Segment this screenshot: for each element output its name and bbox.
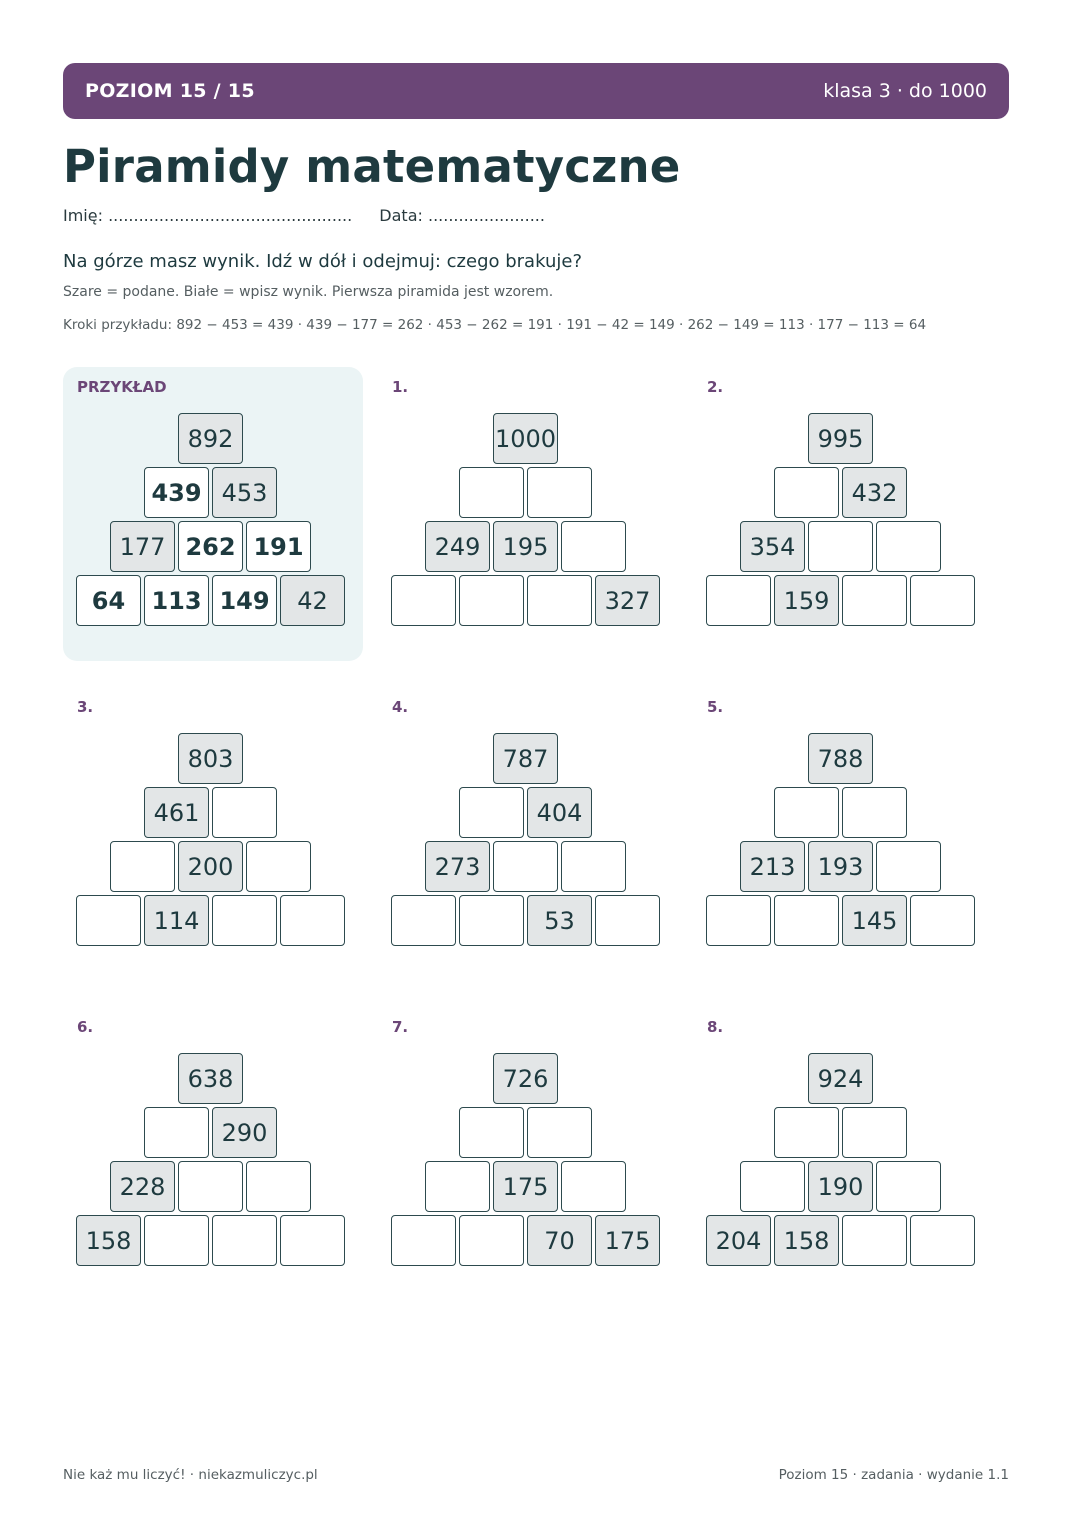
blank-cell[interactable] [212,1215,277,1266]
given-cell: 145 [842,895,907,946]
blank-cell[interactable] [212,787,277,838]
given-cell: 53 [527,895,592,946]
pyramid-label: 2. [707,378,724,396]
answer-cell: 149 [212,575,277,626]
blank-cell[interactable] [391,895,456,946]
blank-cell[interactable] [459,1107,524,1158]
given-cell: 787 [493,733,558,784]
blank-cell[interactable] [280,895,345,946]
given-cell: 803 [178,733,243,784]
pyramid-2 [693,367,993,661]
given-cell: 788 [808,733,873,784]
blank-cell[interactable] [459,467,524,518]
answer-cell: 439 [144,467,209,518]
pyramid-4 [378,687,678,981]
blank-cell[interactable] [425,1161,490,1212]
answer-cell: 191 [246,521,311,572]
given-cell: 204 [706,1215,771,1266]
blank-cell[interactable] [842,787,907,838]
main-instruction: Na górze masz wynik. Idź w dół i odejmuj: czego brakuje? [63,251,582,272]
given-cell: 159 [774,575,839,626]
pyramid-8 [693,1007,993,1301]
given-cell: 354 [740,521,805,572]
name-date-line [63,206,545,225]
blank-cell[interactable] [459,575,524,626]
pyramid-3 [63,687,363,981]
answer-cell: 262 [178,521,243,572]
pyramid-label: 7. [392,1018,409,1036]
blank-cell[interactable] [706,895,771,946]
blank-cell[interactable] [876,1161,941,1212]
blank-cell[interactable] [774,787,839,838]
blank-cell[interactable] [740,1161,805,1212]
answer-cell: 64 [76,575,141,626]
pyramid-1 [378,367,678,661]
given-cell: 175 [493,1161,558,1212]
pyramid-label: 6. [77,1018,94,1036]
blank-cell[interactable] [459,1215,524,1266]
blank-cell[interactable] [561,1161,626,1212]
example-pyramid [63,367,363,661]
given-cell: 995 [808,413,873,464]
pyramid-label: 1. [392,378,409,396]
blank-cell[interactable] [459,895,524,946]
level-banner [63,63,1009,119]
level-label: POZIOM 15 / 15 [85,80,255,102]
pyramid-label: PRZYKŁAD [77,378,167,396]
blank-cell[interactable] [910,575,975,626]
given-cell: 404 [527,787,592,838]
given-cell: 175 [595,1215,660,1266]
page-title: Piramidy matematyczne [63,140,681,193]
blank-cell[interactable] [144,1215,209,1266]
given-cell: 638 [178,1053,243,1104]
blank-cell[interactable] [910,895,975,946]
blank-cell[interactable] [561,841,626,892]
given-cell: 1000 [493,413,558,464]
pyramid-5 [693,687,993,981]
given-cell: 461 [144,787,209,838]
grade-label: klasa 3 · do 1000 [823,80,987,102]
footer-edition: Poziom 15 · zadania · wydanie 1.1 [778,1467,1009,1483]
given-cell: 228 [110,1161,175,1212]
blank-cell[interactable] [706,575,771,626]
blank-cell[interactable] [774,467,839,518]
blank-cell[interactable] [842,1215,907,1266]
given-cell: 70 [527,1215,592,1266]
blank-cell[interactable] [527,467,592,518]
given-cell: 726 [493,1053,558,1104]
blank-cell[interactable] [493,841,558,892]
footer-brand: Nie każ mu liczyć! · niekazmuliczyc.pl [63,1467,318,1483]
pyramid-label: 8. [707,1018,724,1036]
date-field[interactable]: Data: ....................... [379,206,545,225]
given-cell: 924 [808,1053,873,1104]
blank-cell[interactable] [774,895,839,946]
pyramid-label: 3. [77,698,94,716]
blank-cell[interactable] [178,1161,243,1212]
blank-cell[interactable] [391,575,456,626]
blank-cell[interactable] [144,1107,209,1158]
blank-cell[interactable] [76,895,141,946]
given-cell: 42 [280,575,345,626]
given-cell: 158 [76,1215,141,1266]
given-cell: 249 [425,521,490,572]
given-cell: 453 [212,467,277,518]
given-cell: 273 [425,841,490,892]
blank-cell[interactable] [808,521,873,572]
blank-cell[interactable] [842,575,907,626]
blank-cell[interactable] [459,787,524,838]
given-cell: 158 [774,1215,839,1266]
blank-cell[interactable] [910,1215,975,1266]
pyramid-label: 5. [707,698,724,716]
pyramid-7 [378,1007,678,1301]
blank-cell[interactable] [212,895,277,946]
given-cell: 177 [110,521,175,572]
blank-cell[interactable] [876,521,941,572]
blank-cell[interactable] [246,1161,311,1212]
blank-cell[interactable] [561,521,626,572]
pyramid-6 [63,1007,363,1301]
given-cell: 432 [842,467,907,518]
color-legend: Szare = podane. Białe = wpisz wynik. Pierwsza piramida jest wzorem. [63,284,554,300]
given-cell: 193 [808,841,873,892]
blank-cell[interactable] [774,1107,839,1158]
blank-cell[interactable] [391,1215,456,1266]
given-cell: 195 [493,521,558,572]
given-cell: 327 [595,575,660,626]
blank-cell[interactable] [527,1107,592,1158]
blank-cell[interactable] [527,575,592,626]
given-cell: 114 [144,895,209,946]
example-steps: Kroki przykładu: 892 − 453 = 439 · 439 − 177 = 262 · 453 − 262 = 191 · 191 − 42 = 149 · 262 − 149 = 113 · 177 − 113 = 64 [63,317,927,333]
blank-cell[interactable] [876,841,941,892]
given-cell: 290 [212,1107,277,1158]
given-cell: 213 [740,841,805,892]
blank-cell[interactable] [280,1215,345,1266]
blank-cell[interactable] [110,841,175,892]
given-cell: 190 [808,1161,873,1212]
answer-cell: 113 [144,575,209,626]
name-field[interactable]: Imię: ................................................ [63,206,353,225]
given-cell: 200 [178,841,243,892]
given-cell: 892 [178,413,243,464]
blank-cell[interactable] [246,841,311,892]
blank-cell[interactable] [842,1107,907,1158]
pyramid-label: 4. [392,698,409,716]
blank-cell[interactable] [595,895,660,946]
